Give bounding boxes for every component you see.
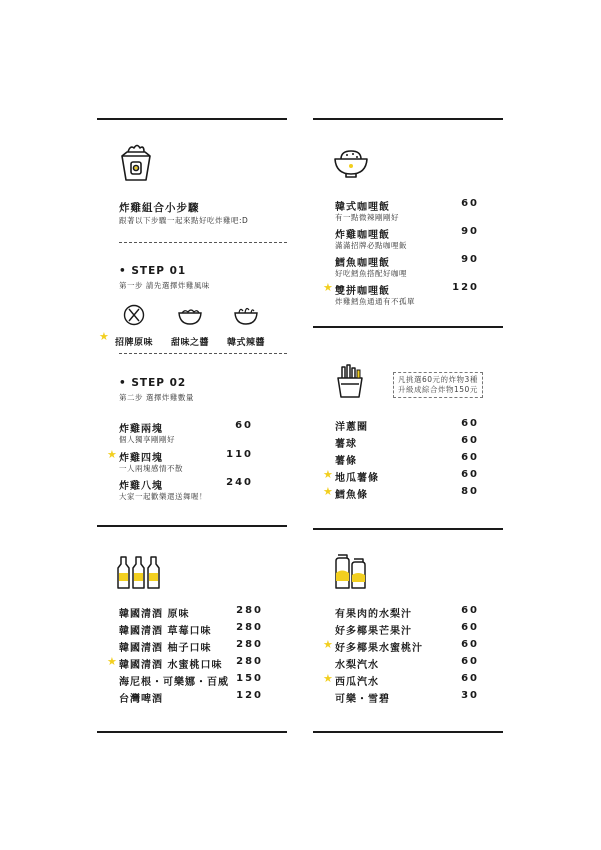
sauce-bowl-icon <box>177 304 203 326</box>
menu-item[interactable] <box>335 435 485 449</box>
menu-item[interactable] <box>119 605 269 619</box>
curry-panel <box>313 118 503 328</box>
item-price: 90 <box>461 254 479 265</box>
divider <box>119 353 287 354</box>
menu-item[interactable] <box>335 418 485 432</box>
item-name: 好多椰果芒果汁 <box>335 626 412 637</box>
flavor-label: 韓式辣醬 <box>226 338 265 348</box>
item-name: 韓國清酒 原味 <box>119 609 190 620</box>
step2-label: • STEP 02 <box>119 377 187 389</box>
item-name: 台灣啤酒 <box>119 694 163 705</box>
menu-item[interactable] <box>335 198 485 222</box>
item-price: 280 <box>236 622 263 633</box>
bottles-icon <box>117 555 163 589</box>
item-name: 地瓜薯條 <box>335 473 379 484</box>
item-price: 30 <box>461 690 479 701</box>
item-name: 韓國清酒 水蜜桃口味 <box>119 660 223 671</box>
item-name: 炸雞四塊 <box>119 453 163 464</box>
star-icon: ★ <box>323 672 333 685</box>
top-rule <box>313 118 503 120</box>
item-price: 280 <box>236 656 263 667</box>
chicken-box-icon <box>119 142 153 182</box>
menu-item[interactable] <box>323 485 485 501</box>
item-desc: 炸雞鱈魚通通有不孤單 <box>335 297 415 306</box>
menu-item[interactable] <box>119 690 269 704</box>
item-name: 鱈魚條 <box>335 490 368 501</box>
item-name: 西瓜汽水 <box>335 677 379 688</box>
menu-item[interactable] <box>119 673 269 687</box>
menu-item[interactable] <box>323 638 485 654</box>
menu-item[interactable] <box>119 420 259 444</box>
item-name: 洋蔥圈 <box>335 422 368 433</box>
item-name: 有果肉的水梨汁 <box>335 609 412 620</box>
bottom-rule <box>313 528 503 530</box>
item-price: 150 <box>236 673 263 684</box>
item-name: 鱈魚咖哩飯 <box>335 258 390 269</box>
drinks-panel <box>313 535 503 735</box>
step2-desc: 第二步 選擇炸雞數量 <box>119 393 194 402</box>
item-price: 90 <box>461 226 479 237</box>
rice-bowl-icon <box>333 146 369 178</box>
menu-item[interactable] <box>335 622 485 636</box>
item-name: 水梨汽水 <box>335 660 379 671</box>
item-name: 韓國清酒 草莓口味 <box>119 626 212 637</box>
item-price: 60 <box>461 435 479 446</box>
flavor-label: 招牌原味 <box>114 338 153 348</box>
item-name: 薯球 <box>335 439 357 450</box>
combo-title: 炸雞組合小步驟 <box>119 202 200 214</box>
flavor-label: 甜味之醬 <box>170 338 209 348</box>
menu-item[interactable] <box>335 226 485 250</box>
star-icon: ★ <box>107 655 117 668</box>
item-name: 韓國清酒 柚子口味 <box>119 643 212 654</box>
combo-panel <box>97 118 287 528</box>
spicy-bowl-icon <box>233 304 259 326</box>
divider <box>119 242 287 243</box>
item-desc: 個人獨享剛剛好 <box>119 435 175 444</box>
item-price: 280 <box>236 605 263 616</box>
item-desc: 一人兩塊感情不散 <box>119 464 183 473</box>
step1-desc: 第一步 請先選擇炸雞風味 <box>119 281 210 290</box>
item-price: 240 <box>226 477 253 488</box>
item-price: 110 <box>226 449 253 460</box>
item-price: 120 <box>236 690 263 701</box>
item-price: 60 <box>461 673 479 684</box>
note-line: 凡挑選60元的炸物3種 <box>398 375 478 384</box>
menu-item[interactable] <box>119 622 269 636</box>
item-name: 海尼根・可樂娜・百威 <box>119 677 229 688</box>
item-price: 60 <box>461 656 479 667</box>
menu-item[interactable] <box>335 452 485 466</box>
top-rule <box>97 118 287 120</box>
alcohol-panel <box>97 535 287 735</box>
menu-item[interactable] <box>335 605 485 619</box>
star-icon: ★ <box>323 468 333 481</box>
menu-item[interactable] <box>335 656 485 670</box>
star-icon: ★ <box>323 281 333 294</box>
item-price: 60 <box>461 469 479 480</box>
item-name: 韓式咖哩飯 <box>335 202 390 213</box>
item-desc: 有一點微辣剛剛好 <box>335 213 399 222</box>
menu-item[interactable] <box>107 655 269 671</box>
star-icon: ★ <box>107 448 117 461</box>
item-desc: 好吃鱈魚搭配好咖哩 <box>335 269 407 278</box>
note-line: 升級成綜合炸物150元 <box>398 385 478 394</box>
item-name: 雙拼咖哩飯 <box>335 286 390 297</box>
item-price: 120 <box>452 282 479 293</box>
item-price: 60 <box>461 452 479 463</box>
item-desc: 大家一起歡樂還送舞喔！ <box>119 492 207 501</box>
flavor-option-spicy[interactable] <box>221 304 271 348</box>
item-name: 炸雞八塊 <box>119 481 163 492</box>
item-price: 60 <box>461 639 479 650</box>
menu-item[interactable] <box>119 477 259 501</box>
snacks-panel <box>313 338 503 530</box>
flavor-option-sweet[interactable] <box>165 304 215 348</box>
step1-label: • STEP 01 <box>119 265 187 277</box>
item-name: 好多椰果水蜜桃汁 <box>335 643 423 654</box>
item-price: 80 <box>461 486 479 497</box>
item-name: 炸雞兩塊 <box>119 424 163 435</box>
item-price: 60 <box>461 605 479 616</box>
menu-item[interactable] <box>107 448 259 473</box>
combo-subtitle: 跟著以下步驟一起來點好吃炸雞吧:D <box>119 216 249 225</box>
fries-icon <box>335 364 365 398</box>
flavor-option-original[interactable] <box>99 304 159 348</box>
item-price: 60 <box>461 418 479 429</box>
item-name: 可樂・雪碧 <box>335 694 390 705</box>
bottom-rule <box>97 731 287 733</box>
menu-item[interactable] <box>119 639 269 653</box>
item-desc: 滿滿招牌必點咖哩飯 <box>335 241 407 250</box>
combo-upgrade-note <box>393 372 483 398</box>
item-price: 280 <box>236 639 263 650</box>
item-price: 60 <box>461 622 479 633</box>
star-icon: ★ <box>323 638 333 651</box>
bottom-rule <box>313 731 503 733</box>
item-price: 60 <box>461 198 479 209</box>
bottom-rule <box>97 525 287 527</box>
star-icon: ★ <box>99 330 109 343</box>
star-icon: ★ <box>323 485 333 498</box>
item-price: 60 <box>235 420 253 431</box>
item-name: 薯條 <box>335 456 357 467</box>
menu-item[interactable] <box>323 281 485 306</box>
fork-knife-icon <box>123 304 145 326</box>
bottom-rule <box>313 326 503 328</box>
cans-icon <box>333 553 367 589</box>
menu-item[interactable] <box>335 690 485 704</box>
item-name: 炸雞咖哩飯 <box>335 230 390 241</box>
menu-item[interactable] <box>323 672 485 688</box>
menu-item[interactable] <box>335 254 485 278</box>
menu-item[interactable] <box>323 468 485 484</box>
